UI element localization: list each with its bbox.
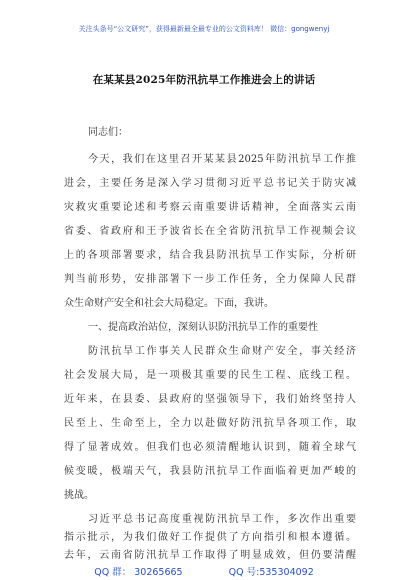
body-line: 上的各项部署要求，结合我县防汛抗旱工作实际，分析研 (64, 250, 356, 261)
footer-contact (0, 564, 408, 578)
document-title: 在某某县2025年防汛抗旱工作推进会上的讲话 (92, 74, 316, 86)
body-line: 防汛抗旱工作事关人民群众生命财产安全，事关经济 (88, 346, 356, 357)
body-line: 省委、省政府和王予波省长在全省防汛抗旱工作视频会议 (64, 226, 356, 237)
section-heading: 一、提高政治站位，深刻认识防汛抗旱工作的重要性 (88, 322, 318, 333)
body-line: 去年，云南省防汛抗旱工作取得了明显成效，但仍要清醒 (64, 550, 356, 561)
body-line: 社会发展大局，是一项极其重要的民生工程、底线工程。 (64, 370, 356, 381)
body-line: 进会，主要任务是深入学习贯彻习近平总书记关于防灾减 (64, 178, 356, 189)
body-line: 判当前形势，安排部署下一步工作任务，全力保障人民群 (64, 274, 356, 285)
body-line: 民至上、生命至上，全力以赴做好防汛抗旱各项工作，取 (64, 418, 356, 429)
body-line: 挑战。 (64, 490, 94, 501)
body-line: 今天，我们在这里召开某某县2025年防汛抗旱工作推 (88, 154, 356, 165)
body-line: 得了显著成效。但我们也必须清醒地认识到，随着全球气 (64, 442, 356, 453)
qq-number: QQ 号:535304092 (228, 567, 314, 578)
qq-group: QQ 群： 30265665 (94, 567, 183, 578)
body-line: 习近平总书记高度重视防汛抗旱工作，多次作出重要 (88, 514, 356, 525)
body-line: 指示批示，为我们做好工作提供了方向指引和根本遵循。 (64, 532, 356, 543)
salutation: 同志们： (88, 127, 128, 138)
body-line: 众生命财产安全和社会大局稳定。下面，我讲。 (64, 298, 274, 309)
promo-banner: 关注头条号“公文研究”，获得最新最全最专业的公文资料库！ 微信：gongwenyj (78, 25, 330, 33)
body-line: 灾救灾重要论述和考察云南重要讲话精神，全面落实云南 (64, 202, 356, 213)
body-line: 候变暖，极端天气，我县防汛抗旱工作面临着更加严峻的 (64, 466, 356, 477)
body-line: 近年来，在县委、县政府的坚强领导下，我们始终坚持人 (64, 394, 356, 405)
